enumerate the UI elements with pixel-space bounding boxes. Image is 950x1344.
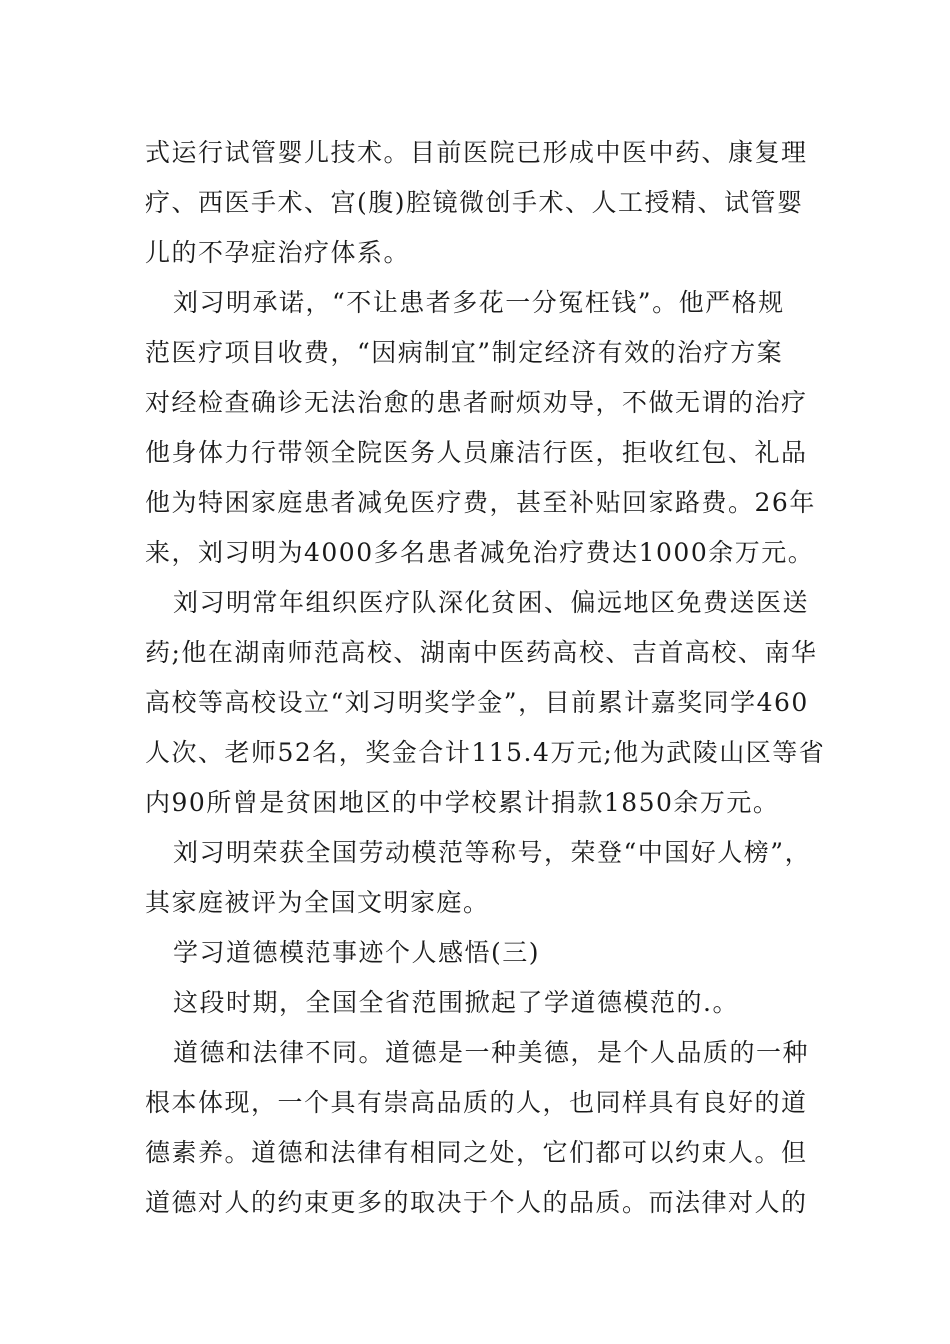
paragraph-first-line: 刘习明承诺，“不让患者多花一分冤枉钱”。他严格规 xyxy=(173,288,785,317)
text-line: 高校等高校设立“刘习明奖学金”，目前累计嘉奖同学460 xyxy=(145,688,809,717)
text-line: 式运行试管婴儿技术。目前医院已形成中医中药、康复理 xyxy=(145,138,808,167)
text-line: 范医疗项目收费，“因病制宜”制定经济有效的治疗方案 xyxy=(145,338,784,367)
text-line: 药;他在湖南师范高校、湖南中医药高校、吉首高校、南华 xyxy=(145,638,818,667)
text-line: 疗、西医手术、宫(腹)腔镜微创手术、人工授精、试管婴 xyxy=(145,188,804,217)
paragraph-first-line: 刘习明常年组织医疗队深化贫困、偏远地区免费送医送 xyxy=(173,588,810,617)
text-line: 对经检查确诊无法治愈的患者耐烦劝导，不做无谓的治疗 xyxy=(145,388,808,417)
text-line: 内90所曾是贫困地区的中学校累计捐款1850余万元。 xyxy=(145,788,780,817)
document-page xyxy=(145,128,826,1228)
paragraph-first-line: 道德和法律不同。道德是一种美德，是个人品质的一种 xyxy=(173,1038,810,1067)
text-line: 他为特困家庭患者减免医疗费，甚至补贴回家路费。26年 xyxy=(145,488,816,517)
paragraph-first-line: 刘习明荣获全国劳动模范等称号，荣登“中国好人榜”， xyxy=(173,838,812,867)
paragraph-first-line: 这段时期，全国全省范围掀起了学道德模范的.。 xyxy=(173,988,739,1017)
text-line: 根本体现，一个具有崇高品质的人，也同样具有良好的道 xyxy=(145,1088,808,1117)
text-line: 儿的不孕症治疗体系。 xyxy=(145,238,411,267)
section-heading: 学习道德模范事迹个人感悟(三) xyxy=(173,938,541,967)
text-line: 德素养。道德和法律有相同之处，它们都可以约束人。但 xyxy=(145,1138,808,1167)
text-line: 来，刘习明为4000多名患者减免治疗费达1000余万元。 xyxy=(145,538,815,567)
text-line: 道德对人的约束更多的取决于个人的品质。而法律对人的 xyxy=(145,1188,808,1217)
text-line: 其家庭被评为全国文明家庭。 xyxy=(145,888,490,917)
text-line: 人次、老师52名，奖金合计115.4万元;他为武陵山区等省 xyxy=(145,738,826,767)
text-line: 他身体力行带领全院医务人员廉洁行医，拒收红包、礼品 xyxy=(145,438,808,467)
